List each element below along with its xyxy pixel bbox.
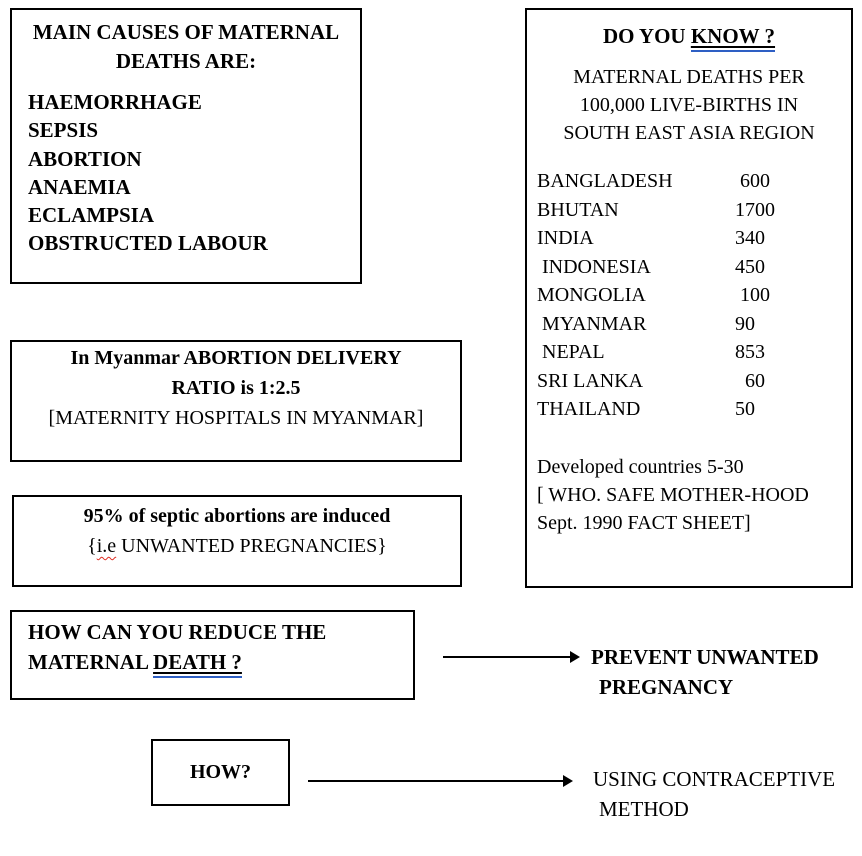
country-value: 1700 bbox=[735, 198, 775, 221]
country-name: MONGOLIA bbox=[537, 284, 646, 306]
country-name: NEPAL bbox=[537, 341, 605, 363]
do-you-know-title-underlined: KNOW ? bbox=[691, 24, 775, 52]
using-line2: METHOD bbox=[599, 797, 689, 821]
country-value: 90 bbox=[735, 312, 755, 335]
septic-abortions-box bbox=[12, 495, 462, 587]
country-name: INDONESIA bbox=[537, 255, 651, 278]
country-row bbox=[537, 310, 851, 339]
reduce-death-box bbox=[10, 610, 415, 700]
main-causes-box bbox=[10, 8, 362, 284]
cause-item: ABORTION bbox=[28, 146, 142, 171]
main-causes-title bbox=[12, 10, 360, 76]
do-you-know-title-prefix: DO YOU bbox=[602, 24, 691, 48]
who-fact-sheet-note bbox=[527, 453, 851, 537]
country-value: 100 bbox=[735, 284, 770, 306]
using-contraceptive-method-label bbox=[593, 764, 835, 824]
country-name: SRI LANKA bbox=[537, 369, 644, 392]
cause-item: SEPSIS bbox=[28, 118, 99, 143]
country-name: BHUTAN bbox=[537, 198, 619, 221]
septic-line2-rest: UNWANTED PREGNANCIES} bbox=[116, 535, 387, 557]
ratio-line2: RATIO is 1:2.5 bbox=[171, 377, 301, 399]
country-name: THAILAND bbox=[537, 398, 641, 420]
septic-line2-open: { bbox=[87, 535, 97, 557]
how-box bbox=[151, 739, 290, 806]
septic-line2-squiggled: i.e bbox=[96, 535, 117, 557]
footer-line: Developed countries 5-30 bbox=[537, 455, 744, 478]
country-value: 60 bbox=[735, 369, 765, 392]
prevent-unwanted-pregnancy-label bbox=[591, 642, 819, 702]
footer-line: [ WHO. SAFE MOTHER-HOOD bbox=[537, 483, 809, 506]
main-causes-title-line2: DEATHS ARE: bbox=[115, 49, 257, 73]
subtitle-line: SOUTH EAST ASIA REGION bbox=[563, 122, 815, 144]
country-rates-list bbox=[527, 167, 851, 424]
country-row bbox=[537, 367, 851, 396]
using-line1: USING CONTRACEPTIVE bbox=[593, 767, 836, 791]
country-value: 853 bbox=[735, 341, 765, 363]
country-name: BANGLADESH bbox=[537, 170, 673, 192]
country-value: 450 bbox=[735, 255, 765, 278]
main-causes-title-line1: MAIN CAUSES OF MATERNAL bbox=[32, 20, 340, 44]
arrow-right-icon bbox=[308, 780, 563, 782]
country-row bbox=[537, 224, 851, 253]
do-you-know-title bbox=[527, 10, 851, 50]
abortion-ratio-box bbox=[10, 340, 462, 462]
subtitle-line: 100,000 LIVE-BIRTHS IN bbox=[579, 94, 799, 116]
country-row bbox=[537, 395, 851, 424]
ratio-line1: In Myanmar ABORTION DELIVERY bbox=[70, 347, 402, 369]
country-value: 600 bbox=[735, 170, 770, 192]
how-label: HOW? bbox=[189, 761, 252, 783]
country-row bbox=[537, 253, 851, 282]
country-name: INDIA bbox=[537, 227, 594, 249]
septic-line2 bbox=[14, 531, 460, 561]
arrow-right-icon bbox=[443, 656, 570, 658]
prevent-line2: PREGNANCY bbox=[599, 675, 734, 699]
cause-item: ECLAMPSIA bbox=[28, 203, 155, 228]
maternal-deaths-subtitle bbox=[527, 63, 851, 147]
main-causes-list bbox=[12, 88, 360, 258]
cause-item: OBSTRUCTED LABOUR bbox=[28, 231, 268, 256]
reduce-line2 bbox=[28, 647, 413, 677]
country-row bbox=[537, 338, 851, 367]
cause-item: HAEMORRHAGE bbox=[28, 90, 202, 114]
subtitle-line: MATERNAL DEATHS PER bbox=[573, 66, 805, 88]
country-value: 50 bbox=[735, 398, 755, 420]
country-value: 340 bbox=[735, 227, 765, 249]
reduce-line1: HOW CAN YOU REDUCE THE bbox=[28, 620, 327, 644]
prevent-line1: PREVENT UNWANTED bbox=[591, 645, 819, 669]
country-row bbox=[537, 167, 851, 196]
country-row bbox=[537, 196, 851, 225]
country-name: MYANMAR bbox=[537, 312, 647, 335]
cause-item: ANAEMIA bbox=[28, 174, 131, 199]
do-you-know-box bbox=[525, 8, 853, 588]
reduce-line2-underlined: DEATH ? bbox=[153, 650, 242, 678]
septic-line1: 95% of septic abortions are induced bbox=[83, 505, 391, 527]
ratio-line3: [MATERNITY HOSPITALS IN MYANMAR] bbox=[48, 407, 424, 429]
country-row bbox=[537, 281, 851, 310]
footer-line: Sept. 1990 FACT SHEET] bbox=[537, 511, 751, 534]
reduce-line2-prefix: MATERNAL bbox=[28, 650, 154, 674]
